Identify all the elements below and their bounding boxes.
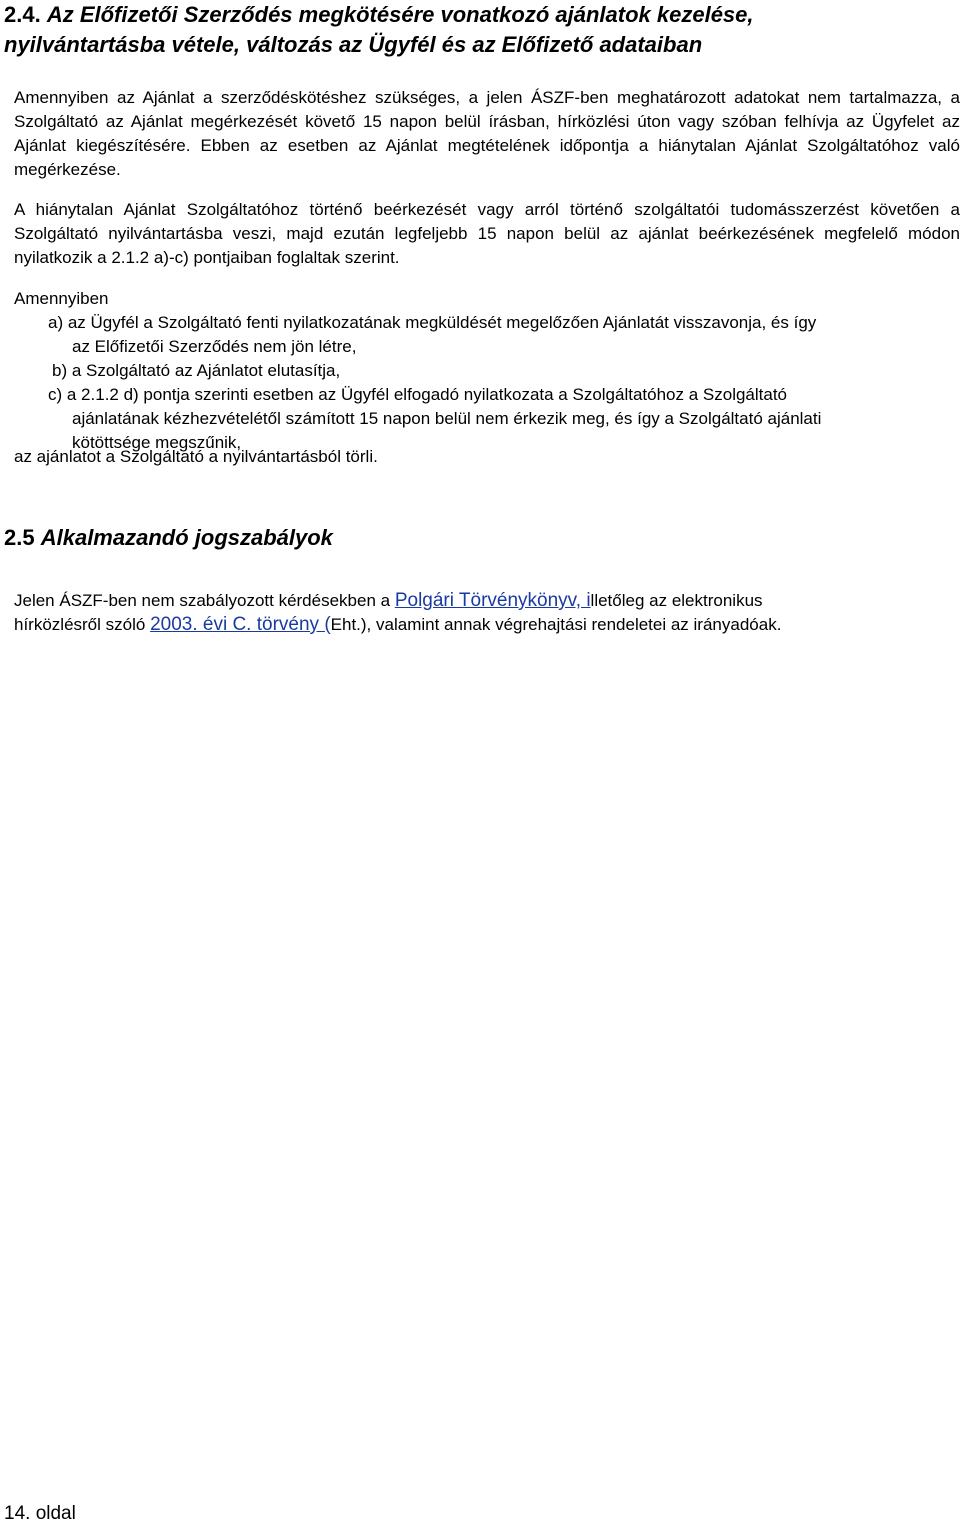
- list-item-a-line1: a) az Ügyfél a Szolgáltató fenti nyilatkozatának megküldését megelőzően Ajánlatát visszavonja, és így: [48, 313, 817, 332]
- law-text-part1: Jelen ÁSZF-ben nem szabályozott kérdésekben a: [14, 591, 395, 610]
- law-text-part3: hírközlésről szóló: [14, 615, 151, 634]
- list-item-a-line2: az Előfizetői Szerződés nem jön létre,: [72, 337, 357, 356]
- law-text-part4: Eht.), valamint annak végrehajtási rendeletei az irányadóak.: [330, 615, 782, 634]
- civil-code-link[interactable]: Polgári Törvénykönyv, i: [394, 590, 591, 611]
- telecom-act-link[interactable]: 2003. évi C. törvény (: [150, 614, 331, 635]
- paragraph-applicable-law: [14, 589, 960, 637]
- paragraph-deletion: az ajánlatot a Szolgáltató a nyilvántartásból törli.: [14, 447, 378, 466]
- law-text-part2: lletőleg az elektronikus: [590, 591, 763, 610]
- section-number: 2.4.: [4, 2, 41, 27]
- list-item-b-text: b) a Szolgáltató az Ajánlatot elutasítja,: [52, 361, 341, 380]
- paragraph-registration: A hiánytalan Ajánlat Szolgáltatóhoz történő beérkezését vagy arról történő szolgáltatói tudomásszerzést követően a Szolgáltató nyilvántartásba veszi, majd ezután legfeljebb 15 napon belül az ajánlat beérkezésének megfelelő módon nyilatkozik a 2.1.2 a)-c) pontjaiban foglaltak szerint.: [14, 200, 960, 267]
- list-item-c-line3: kötöttsége megszűnik,: [72, 433, 242, 452]
- list-item-a: [48, 311, 960, 359]
- paragraph-amennyiben: Amennyiben: [14, 289, 109, 308]
- paragraph-missing-data: Amennyiben az Ajánlat a szerződéskötéshez szükséges, a jelen ÁSZF-ben meghatározott adatokat nem tartalmazza, a Szolgáltató az Ajánlat megérkezését követő 15 napon belül írásban, hírközlési úton vagy szóban felhívja az Ügyfelet az Ajánlat kiegészítésére. Ebben az esetben az Ajánlat megtételének időpontja a hiánytalan Ajánlat Szolgáltatóhoz való megérkezése.: [14, 88, 960, 179]
- section-number-2-5: 2.5: [4, 525, 35, 550]
- page-number: 14. oldal: [4, 1503, 76, 1524]
- section-heading-2-4: [4, 0, 960, 60]
- list-item-c-line2: ajánlatának kézhezvételétől számított 15 napon belül nem érkezik meg, és így a Szolgáltató ajánlati: [72, 409, 822, 428]
- list-item-b: [52, 359, 960, 383]
- section-title-line2: nyilvántartásba vétele, változás az Ügyfél és az Előfizető adataiban: [4, 32, 703, 57]
- section-title-line1: Az Előfizetői Szerződés megkötésére vonatkozó ajánlatok kezelése,: [46, 2, 754, 27]
- list-item-c-line1: c) a 2.1.2 d) pontja szerinti esetben az Ügyfél elfogadó nyilatkozata a Szolgáltatóhoz a Szolgáltató: [48, 385, 788, 404]
- section-heading-2-5: [4, 523, 333, 553]
- section-title-2-5: Alkalmazandó jogszabályok: [40, 525, 333, 550]
